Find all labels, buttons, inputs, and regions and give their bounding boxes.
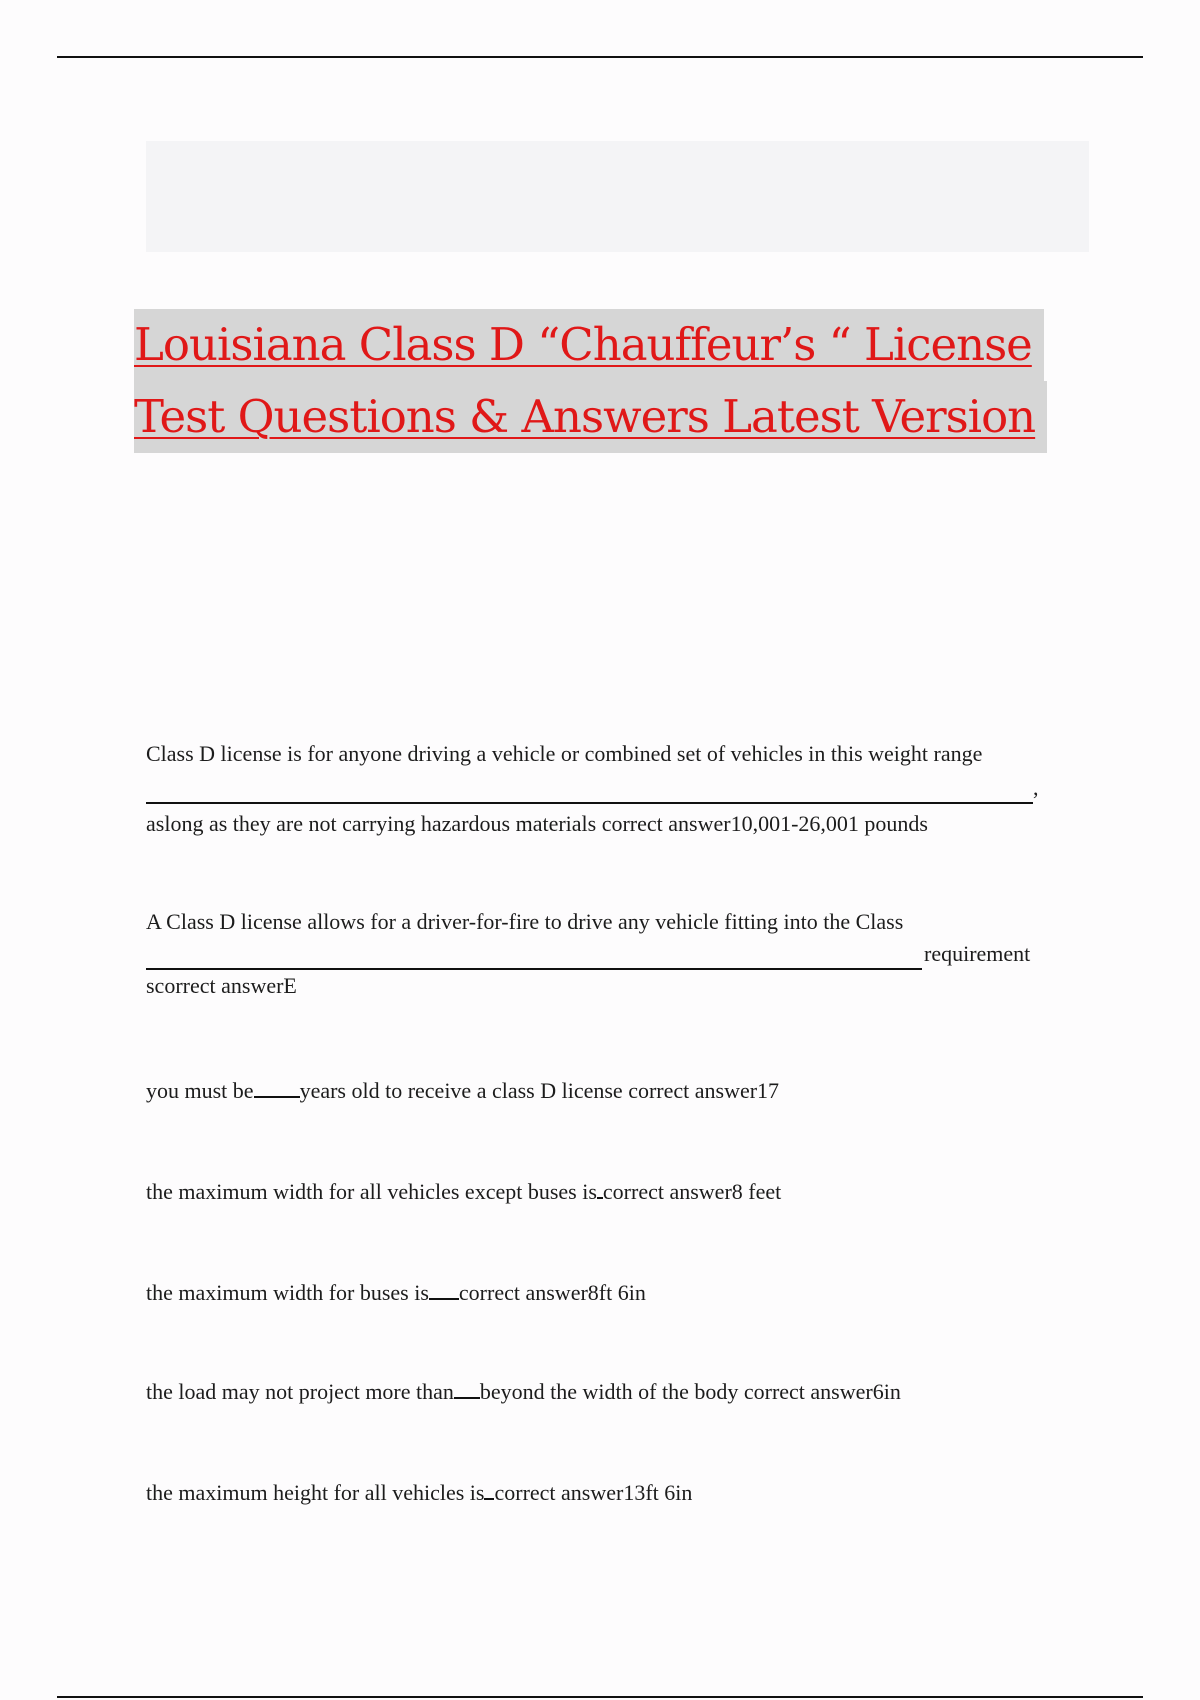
question-text: A Class D license allows for a driver-for-fire to drive any vehicle fitting into the Class bbox=[146, 909, 904, 934]
answer-blank bbox=[484, 1480, 494, 1500]
answer-blank bbox=[429, 1280, 459, 1300]
question-text: Class D license is for anyone driving a vehicle or combined set of vehicles in this weight range bbox=[146, 741, 983, 766]
question-2 bbox=[146, 906, 1066, 1002]
question-text: the maximum width for all vehicles except buses is bbox=[146, 1179, 597, 1204]
question-1 bbox=[146, 738, 1066, 840]
question-text-continued: scorrect answerE bbox=[146, 973, 297, 998]
question-text-after-blank: correct answer8ft 6in bbox=[458, 1280, 646, 1305]
question-6 bbox=[146, 1376, 1066, 1408]
answer-blank bbox=[454, 1379, 480, 1399]
question-text-after-blank: beyond the width of the body correct answer6in bbox=[479, 1379, 901, 1404]
question-text: the load may not project more than bbox=[146, 1379, 454, 1404]
question-text-after-blank: correct answer8 feet bbox=[602, 1179, 782, 1204]
question-7 bbox=[146, 1477, 1066, 1509]
title-line-1: Louisiana Class D “Chauffeur’s “ License bbox=[134, 309, 1044, 381]
question-text: the maximum height for all vehicles is bbox=[146, 1480, 485, 1505]
document-title bbox=[134, 309, 1047, 453]
question-text-after-blank: correct answer13ft 6in bbox=[494, 1480, 693, 1505]
question-text-continued: aslong as they are not carrying hazardous materials correct answer10,001-26,001 pounds bbox=[146, 811, 928, 836]
question-3 bbox=[146, 1075, 1066, 1107]
question-text: the maximum width for buses is bbox=[146, 1280, 429, 1305]
question-4 bbox=[146, 1176, 1066, 1208]
bottom-rule bbox=[57, 1696, 1143, 1698]
question-5 bbox=[146, 1277, 1066, 1309]
question-text-after-blank: years old to receive a class D license correct answer17 bbox=[299, 1078, 780, 1103]
question-text-after-blank: requirement bbox=[924, 941, 1031, 966]
answer-blank bbox=[146, 946, 922, 970]
question-text: you must be bbox=[146, 1078, 254, 1103]
top-rule bbox=[57, 56, 1143, 58]
answer-blank bbox=[254, 1078, 300, 1098]
blank-suffix: , bbox=[1033, 775, 1039, 800]
answer-blank bbox=[146, 778, 1033, 804]
header-banner bbox=[146, 141, 1089, 252]
title-line-2: Test Questions & Answers Latest Version bbox=[134, 381, 1047, 453]
